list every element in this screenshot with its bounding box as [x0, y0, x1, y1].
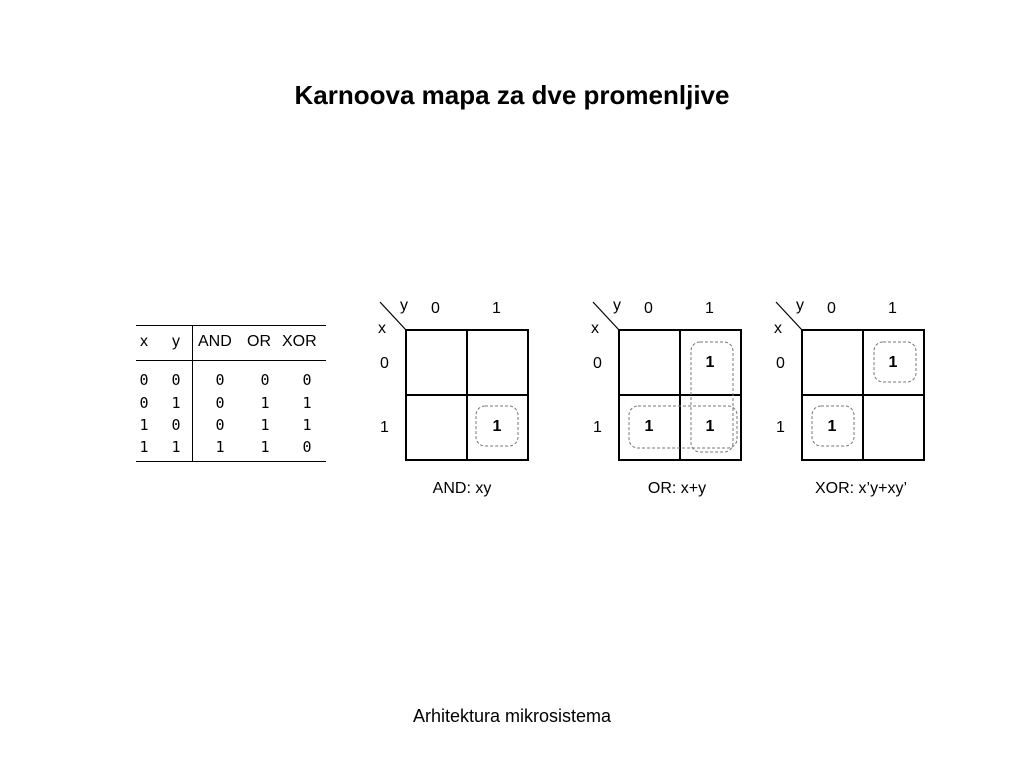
kmap-cell: 1: [705, 418, 715, 435]
row-label: 0: [776, 355, 785, 372]
row-label: 0: [593, 355, 602, 372]
table-cell: 0: [139, 371, 149, 389]
table-cell: 0: [215, 394, 225, 412]
footer-text: Arhitektura mikrosistema: [412, 706, 612, 726]
col-label: 0: [431, 300, 440, 317]
kmap-cell: 1: [827, 418, 837, 435]
table-cell: 1: [260, 438, 270, 456]
col-label: 0: [827, 300, 836, 317]
col-label: 1: [705, 300, 714, 317]
table-column-divider: [192, 325, 193, 461]
header-xor: XOR: [282, 333, 317, 350]
kmap-and: [370, 292, 610, 502]
kmap-xor: [766, 292, 1006, 502]
table-cell: 0: [171, 416, 181, 434]
var-col-label: y: [796, 297, 804, 314]
row-label: 1: [380, 419, 389, 436]
table-cell: 1: [302, 416, 312, 434]
table-bottom-rule: [136, 461, 326, 462]
kmap-grid: [766, 292, 1006, 502]
var-row-label: x: [378, 320, 386, 337]
table-cell: 1: [171, 438, 181, 456]
header-y: y: [172, 333, 180, 350]
table-header-rule: [136, 360, 326, 361]
table-cell: 1: [139, 438, 149, 456]
table-cell: 0: [171, 371, 181, 389]
header-x: x: [140, 333, 148, 350]
kmap-cell: 1: [705, 354, 715, 371]
table-cell: 0: [302, 438, 312, 456]
header-or: OR: [247, 333, 271, 350]
table-cell: 1: [260, 416, 270, 434]
table-cell: 1: [171, 394, 181, 412]
slide-title: Karnoova mapa za dve promenljive: [294, 80, 730, 110]
table-cell: 1: [260, 394, 270, 412]
table-cell: 1: [215, 438, 225, 456]
kmap-caption: AND: xy: [432, 480, 492, 497]
row-label: 0: [380, 355, 389, 372]
table-cell: 0: [302, 371, 312, 389]
kmap-cell: 1: [492, 418, 502, 435]
table-cell: 0: [215, 371, 225, 389]
table-cell: 1: [302, 394, 312, 412]
col-label: 1: [888, 300, 897, 317]
col-label: 0: [644, 300, 653, 317]
kmap-cell: 1: [644, 418, 654, 435]
kmap-grid: [370, 292, 610, 502]
header-and: AND: [198, 333, 232, 350]
var-col-label: y: [400, 297, 408, 314]
table-cell: 0: [260, 371, 270, 389]
var-col-label: y: [613, 297, 621, 314]
row-label: 1: [776, 419, 785, 436]
row-label: 1: [593, 419, 602, 436]
kmap-cell: 1: [888, 354, 898, 371]
col-label: 1: [492, 300, 501, 317]
table-cell: 0: [215, 416, 225, 434]
table-top-rule: [136, 325, 326, 326]
kmap-caption: XOR: x’y+xy’: [814, 480, 907, 497]
table-cell: 0: [139, 394, 149, 412]
var-row-label: x: [774, 320, 782, 337]
var-row-label: x: [591, 320, 599, 337]
table-cell: 1: [139, 416, 149, 434]
kmap-caption: OR: x+y: [647, 480, 707, 497]
